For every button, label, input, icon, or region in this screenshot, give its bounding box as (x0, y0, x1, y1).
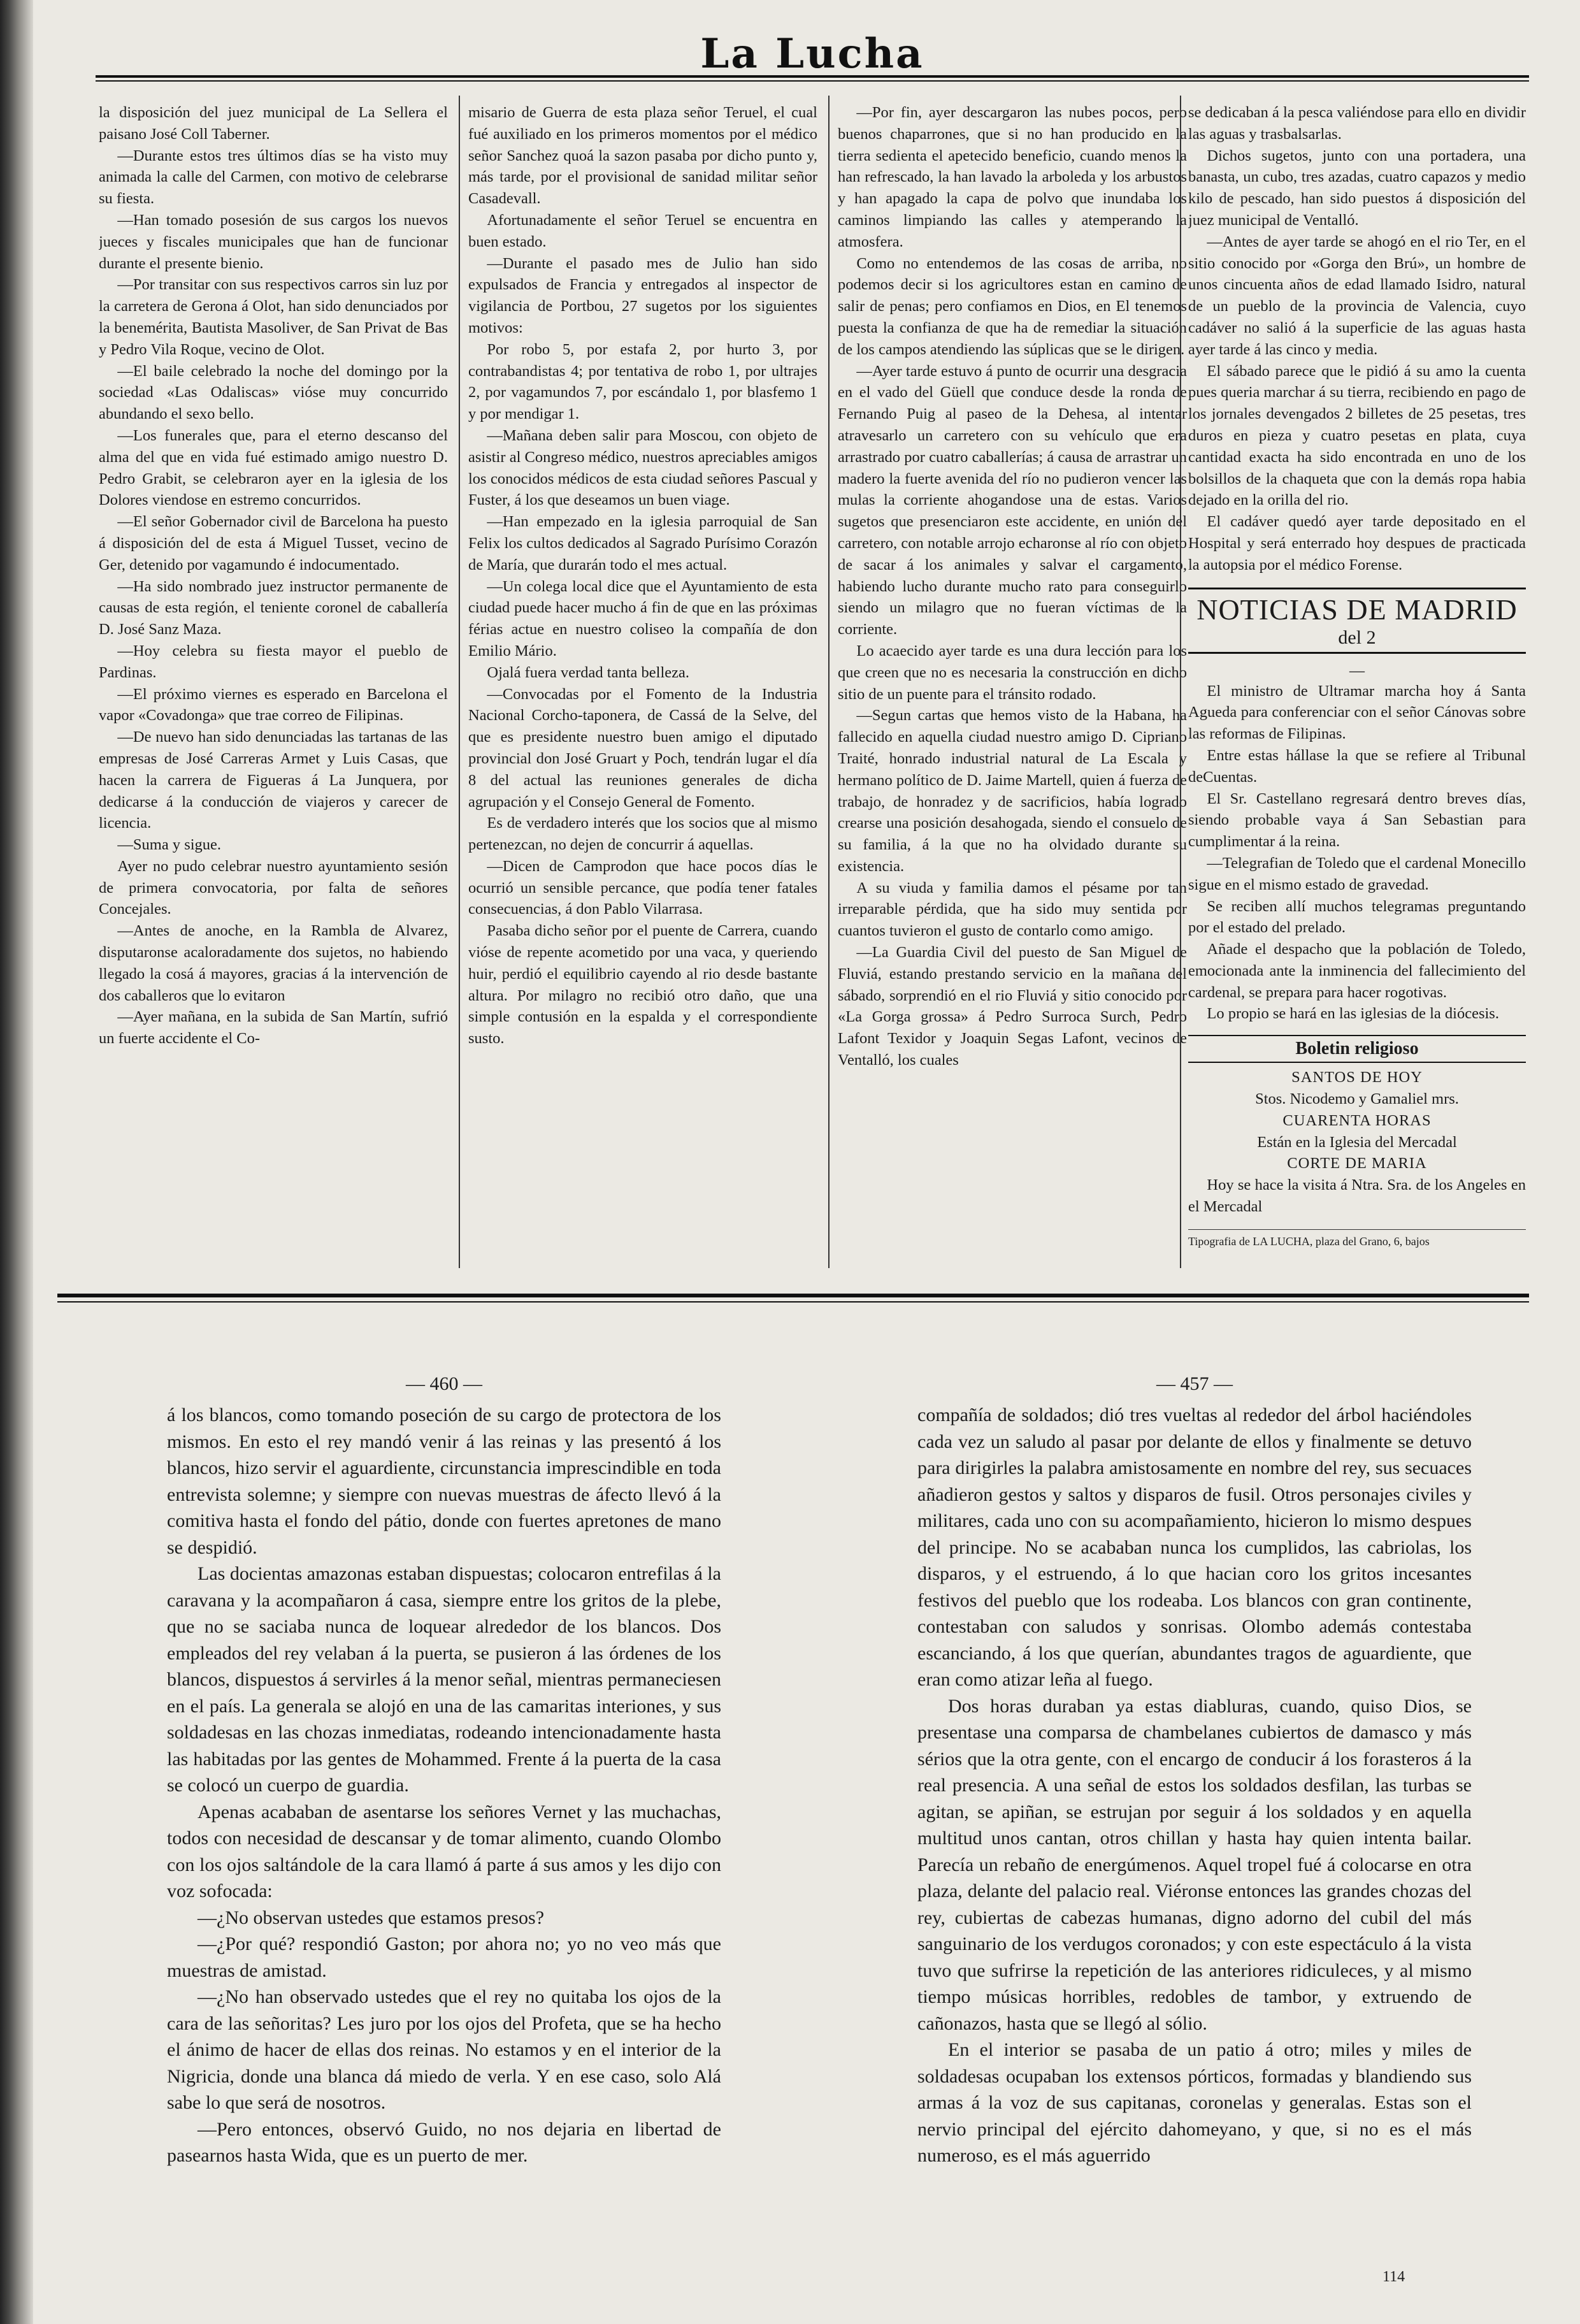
news-item: —Antes de ayer tarde se ahogó en el rio Ter, en el sitio conocido por «Gorga den Brú», un hombre de unos cincuenta años de edad llamado Isidro, natural de un pueblo de la provincia de Valencia, cuyo cadáver no salió á la superficie de las aguas hasta ayer tarde á las cinco y media. (1188, 233, 1526, 358)
column-divider (459, 96, 460, 1268)
news-item: —Suma y sigue. (117, 836, 222, 854)
santos-heading: SANTOS DE HOY (1291, 1069, 1423, 1086)
news-item: —Han empezado en la iglesia parroquial de San Felix los cultos dedicados al Sagrado Purísimo Corazón de María, que durarán todo el mes actual. (468, 513, 817, 574)
masthead-rule (96, 75, 1529, 82)
news-item: —La Guardia Civil del puesto de San Miguel de Fluviá, estando prestando servicio en la mañana del sábado, sorprendió en el rio Fluviá y sitio conocido por «La Gorga grossa» á Pedro Surroca Surch, Pedro Lafont Texidor y Joaquin Segas Lafont, vecinos de Ventalló, los cuales (838, 944, 1187, 1069)
news-item: —Han tomado posesión de sus cargos los nuevos jueces y fiscales municipales que han de funcionar durante el presente bienio. (99, 211, 448, 272)
news-item: misario de Guerra de esta plaza señor Teruel, el cual fué auxiliado en los primeros momentos por el médico señor Sanchez quoá la sazon pasaba por dicho punto y, más tarde, por el provisional de sanidad militar señor Casadevall. (468, 104, 817, 208)
book-paragraph: á los blancos, como tomando poseción de su cargo de protectora de los mismos. En esto el rey mandó venir á las reinas y las presentó á los blancos, hizo servir el aguardiente, circunstancia imprescindible en toda entrevista solemne; y siempre con nuevas muestras de áfecto llevó á la comitiva hasta el fondo del pátio, donde con fuertes apretones de mano se despidió. (167, 1404, 721, 1558)
book-paragraph: —¿No observan ustedes que estamos presos? (198, 1907, 545, 1928)
news-column-2 (468, 102, 817, 1274)
madrid-news-item: Añade el despacho que la población de Toledo, emocionada ante la inminencia del fallecimiento del cardenal, se prepara para hacer rogotivas. (1188, 941, 1526, 1001)
madrid-news-block (1188, 681, 1526, 1025)
news-item: Lo acaecido ayer tarde es una dura lección para los que creen que no es necesaria la construcción en dicho sitio de un puente para el tránsito rodado. (838, 642, 1187, 703)
section-dash: — (1349, 662, 1365, 679)
column-divider (1180, 96, 1181, 1268)
news-item: —Mañana deben salir para Moscou, con objeto de asistir al Congreso médico, nuestros apreciables amigos los conocidos médicos de esta ciudad señores Pascual y Fuster, á los que deseamos un buen viage. (468, 426, 817, 509)
news-item: —Los funerales que, para el eterno descanso del alma del que en vida fué estimado amigo nuestro D. Pedro Grabit, se celebraron ayer en la iglesia de los Dolores viendose en estremo concurridos. (99, 426, 448, 509)
madrid-news-item: El ministro de Ultramar marcha hoy á Santa Agueda para conferenciar con el señor Cánovas sobre las reformas de Filipinas. (1188, 682, 1526, 743)
corte-maria-heading: CORTE DE MARIA (1287, 1155, 1427, 1173)
news-item: —Un colega local dice que el Ayuntamiento de esta ciudad puede hacer mucho á fin de que en las próximas férias actue en nuestro coliseo la compañía de don Emilio Mário. (468, 577, 817, 660)
cuarenta-horas-heading: CUARENTA HORAS (1282, 1111, 1432, 1129)
news-column-3 (838, 102, 1187, 1274)
news-item: —De nuevo han sido denunciadas las tartanas de las empresas de José Carreras Armet y Luis Casas, que hacen la carrera de Figueras á La Junquera, por dedicarse á la conducción de viajeros y carecer de licencia. (99, 728, 448, 832)
page-number-right: — 457 — (1156, 1373, 1233, 1394)
news-item: —El próximo viernes es esperado en Barcelona el vapor «Covadonga» que trae correo de Filipinas. (99, 685, 448, 725)
news-item: —Convocadas por el Fomento de la Industria Nacional Corcho-taponera, de Cassá de la Selve, del que es presidente nuestro buen amigo el diputado provincial don José Gruart y Poch, tendrán lugar el día 8 del actual las reuniones generales de dicha agrupación y el Consejo General de Fomento. (468, 685, 817, 811)
news-item: Afortunadamente el señor Teruel se encuentra en buen estado. (468, 211, 817, 250)
book-paragraph: Las docientas amazonas estaban dispuestas; colocaron entrefilas á la caravana y la acompañaron á casa, siempre entre los gritos de la plebe, que no se saciaba nunca de loquear alrededor de los blancos. Dos empleados del rey velaban á la puerta, se pusieron á las órdenes de los blancos, dispuestos á servirles á la menor señal, mientras permaneciesen en el país. La generala se alojó en una de las camaritas interiones, y sus soldadesas en las chozas inmediatas, rodeando intencionadamente hasta las habitadas por las gentes de Mohammed. Frente á la puerta de la casa se colocó un cuerpo de guardia. (167, 1563, 721, 1796)
news-item: Ojalá fuera verdad tanta belleza. (487, 663, 690, 681)
book-page-left (167, 1370, 721, 2300)
news-item: se dedicaban á la pesca valiéndose para ello en dividir las aguas y trasbalsarlas. (1188, 104, 1526, 143)
news-item: —Ayer mañana, en la subida de San Martín, sufrió un fuerte accidente el Co- (99, 1008, 448, 1048)
section-separator-rule (57, 1294, 1529, 1303)
madrid-news-title: NOTICIAS DE MADRID (1196, 593, 1518, 626)
newspaper-masthead: La Lucha (700, 30, 924, 78)
news-column-1 (99, 102, 448, 1274)
book-paragraph: Apenas acababan de asentarse los señores Vernet y las muchachas, todos con necesidad de descansar y de tomar alimento, cuando Olombo con los ojos saltándole de la cara llamó á parte á sus amos y les dijo con voz sofocada: (167, 1801, 721, 1902)
news-item: —Durante estos tres últimos días se ha visto muy animada la calle del Carmen, con motivo de celebrarse su fiesta. (99, 147, 448, 208)
madrid-news-date: del 2 (1338, 626, 1376, 648)
santos-text: Stos. Nicodemo y Gamaliel mrs. (1255, 1090, 1459, 1108)
signature-number: 114 (1382, 2269, 1405, 2285)
madrid-news-item: —Telegrafian de Toledo que el cardenal Monecillo sigue en el mismo estado de gravedad. (1188, 854, 1526, 893)
news-item: —Dicen de Camprodon que hace pocos días le ocurrió un sensible percance, que podía tener fatales consecuencias, á don Pablo Vilarrasa. (468, 857, 817, 918)
book-binding-shadow (0, 0, 33, 2324)
book-paragraph: Dos horas duraban ya estas diabluras, cuando, quiso Dios, se presentase una comparsa de chambelanes cubiertos de damasco y más sérios que la otra gente, con el encargo de conducir á los forasteros á la real presencia. A una señal de estos los soldados desfilan, las turbas se agitan, se apiñan, se estrujan por seguir á los soldados y en aquella multitud unos cantan, otros chillan y hasta hay quien intenta bailar. Parecía un rebaño de energúmenos. Aquel tropel fué á colocarse en otra plaza, delante del palacio real. Viéronse entonces las grandes chozas del rey, cubiertas de cabezas humanas, digno adorno del cubil del más sanguinario de los verdugos coronados; y con este espectáculo á la vista tuvo que sufrirse la repetición de las anteriores ridiculeces, y al mismo tiempo músicas horribles, redobles de tambor, y extruendo de cañonazos, hasta que se llegó al sólio. (917, 1695, 1472, 2034)
book-text-right (917, 1402, 1472, 2169)
printer-imprint: Tipografia de LA LUCHA, plaza del Grano, 6, bajos (1188, 1229, 1526, 1249)
news-item: —El señor Gobernador civil de Barcelona ha puesto á disposición del de esta á Miguel Tusset, vecino de Ger, detenido por vagamundo é indocumentado. (99, 513, 448, 574)
cuarenta-horas-text: Están en la Iglesia del Mercadal (1257, 1133, 1457, 1151)
book-paragraph: —¿Por qué? respondió Gaston; por ahora no; yo no veo más que muestras de amistad. (167, 1933, 721, 1981)
news-item: —Segun cartas que hemos visto de la Habana, ha fallecido en aquella ciudad nuestro amigo D. Cipriano Traité, honrado industrial natural de La Escala y hermano político de D. Jaime Martell, quien á fuerza de trabajo, de honradez y de sacrificios, había logrado crearse una posición desahogada, siendo el consuelo de su familia, á la que no ha olvidado durante su existencia. (838, 707, 1187, 875)
news-item: la disposición del juez municipal de La Sellera el paisano José Coll Taberner. (99, 104, 448, 143)
madrid-news-item: Se reciben allí muchos telegramas preguntando por el estado del prelado. (1188, 897, 1526, 937)
madrid-news-item: Entre estas hállase la que se refiere al Tribunal deCuentas. (1188, 746, 1526, 786)
book-paragraph: —¿No han observado ustedes que el rey no quitaba los ojos de la cara de las señoritas? Les juro por los ojos del Profeta, que se ha hecho el ánimo de hacer de ellas dos reinas. No estamos y en el interior de la Nigricia, donde una blanca dá miedo de verla. Y en ese caso, solo Alá sabe lo que será de nosotros. (167, 1986, 721, 2113)
news-item: Pasaba dicho señor por el puente de Carrera, cuando vióse de repente acometido por una vaca, y queriendo huir, perdió el equilibrio cayendo al rio desde bastante altura. Por milagro no recibió otro daño, que una simple contusión en la espalda y el correspondiente susto. (468, 922, 817, 1048)
column-divider (828, 96, 830, 1268)
news-item: Ayer no pudo celebrar nuestro ayuntamiento sesión de primera convocatoria, por falta de señores Concejales. (99, 857, 448, 918)
news-item: —Por transitar con sus respectivos carros sin luz por la carretera de Gerona á Olot, han sido denunciados por la benemérita, Bautista Masoliver, de San Privat de Bas y Pedro Vila Roque, vecino de Olot. (99, 276, 448, 358)
book-paragraph: En el interior se pasaba de un patio á otro; miles y miles de soldadesas ocupaban los extensos pórticos, formadas y blandiendo sus armas á la voz de sus capitanas, coronelas y generalas. Estas son el nervio principal del ejército dahomeyano, y que, si no es el más numeroso, es el más aguerrido (917, 2039, 1472, 2166)
news-column-4 (1188, 102, 1526, 1274)
news-item: —Hoy celebra su fiesta mayor el pueblo de Pardinas. (99, 642, 448, 681)
news-item: A su viuda y familia damos el pésame por tan irreparable pérdida, que ha sido muy sentida por cuantos tuvieron el gusto de contarlo como amigo. (838, 879, 1187, 940)
news-item: —Ayer tarde estuvo á punto de ocurrir una desgracia en el vado del Güell que conduce desde la ronda de Fernando Puig al paseo de la Dehesa, al intentar atravesarlo un carretero con su vehículo que era arrastrado por cuatro caballerías; á causa de arrastrar un madero la fuerte avenida del río no pudieron vencer las mulas la corriente ahogandose una de estas. Varios sugetos que presenciaron este accidente, en unión del carretero, con notable arrojo echaronse al río con objeto de sacar á los animales y salvar el cargamento, habiendo lucho durante mucho rato para conseguirlo siendo un milagro que no fueran víctimas de la corriente. (838, 362, 1187, 639)
book-paragraph: compañía de soldados; dió tres vueltas al rededor del árbol haciéndoles cada vez un saludo al pasar por delante de ellos y finalmente se detuvo para dirigirles la palabra amistosamente en nombre del rey, sus secuaces añadieron gestos y saltos y disparos de fusil. Otros personajes civiles y militares, cada uno con su acompañamiento, hicieron lo mismo despues del principe. No se acababan nunca los cumplidos, las cabriolas, los disparos, y el estruendo, á lo que hacian coro los gritos incesantes festivos del pueblo que los rodeaba. Los blancos con gran continente, contestaban con saludos y sonrisas. Olombo además contestaba escanciando, á los que querían, abundantes tragos de aguardiente, que eran como atizar leña al fuego. (917, 1404, 1472, 1690)
book-paragraph: —Pero entonces, observó Guido, no nos dejaria en libertad de pasearnos hasta Wida, que es un puerto de mer. (167, 2118, 721, 2166)
book-text-left (167, 1402, 721, 2169)
news-item: —El baile celebrado la noche del domingo por la sociedad «Las Odaliscas» vióse muy concurrido abundando el sexo bello. (99, 362, 448, 423)
news-item: Dichos sugetos, junto con una portadera, una banasta, un cubo, tres azadas, cuatro capazos y medio kilo de pescado, han sido puestos á disposición del juez municipal de Ventalló. (1188, 147, 1526, 229)
madrid-news-heading (1188, 588, 1526, 654)
news-item: Es de verdadero interés que los socios que al mismo pertenezcan, no dejen de concurrir á aquellas. (468, 814, 817, 854)
news-item: Como no entendemos de las cosas de arriba, no podemos decir si los agricultores estan en camino de salir de penas; pero confiamos en Dios, en El tenemos puesta la confianza de que ha de remediar la situación de los campos atendiendo las súplicas que se le dirigen. (838, 254, 1187, 358)
news-item: —Durante el pasado mes de Julio han sido expulsados de Francia y entregados al inspector de vigilancia de Portbou, 27 sugetos por los siguientes motivos: (468, 254, 817, 336)
news-item: El sábado parece que le pidió á su amo la cuenta pues queria marchar á su tierra, recibiendo en pago de los jornales devengados 2 billetes de 25 pesetas, tres duros en pieza y cuatro pesetas en plata, cuya cantidad exacta ha sido encontrada en uno de los bolsillos de la chaqueta que con la demás ropa habia dejado en la orilla del rio. (1188, 362, 1526, 509)
boletin-religioso-heading: Boletin religioso (1188, 1035, 1526, 1063)
madrid-news-item: El Sr. Castellano regresará dentro breves días, siendo probable vaya á San Sebastian para cumplimentar á la reina. (1188, 790, 1526, 851)
news-item: —Ha sido nombrado juez instructor permanente de causas de esta región, el teniente coronel de caballería D. José Sanz Maza. (99, 577, 448, 639)
news-item: —Antes de anoche, en la Rambla de Alvarez, disputaronse acaloradamente dos sujetos, no habiendo llegado la cosá á mayores, gracias á la intervención de dos caballeros que lo evitaron (99, 922, 448, 1004)
news-item: Por robo 5, por estafa 2, por hurto 3, por contrabandistas 4; por tentativa de robo 1, por ultrajes 2, por vagamundos 7, por escándalo 1, por blasfemo 1 y por mendigar 1. (468, 340, 817, 423)
news-item: —Por fin, ayer descargaron las nubes pocos, pero buenos chaparrones, que si no han producido en la tierra sedienta el apetecido beneficio, cuando menos la han refrescado, la han lavado la arboleda y los arbustos y han apagado la capa de polvo que inundaba los caminos limpiando las calles y atemperando la atmosfera. (838, 104, 1187, 250)
madrid-news-item: Lo propio se hará en las iglesias de la diócesis. (1207, 1005, 1499, 1023)
local-news-block (1188, 102, 1526, 576)
book-page-right (917, 1370, 1472, 2300)
page-number-left: — 460 — (406, 1373, 482, 1394)
news-item: El cadáver quedó ayer tarde depositado en el Hospital y será enterrado hoy despues de practicada la autopsia por el médico Forense. (1188, 513, 1526, 574)
corte-maria-text: Hoy se hace la visita á Ntra. Sra. de los Angeles en el Mercadal (1188, 1176, 1526, 1216)
